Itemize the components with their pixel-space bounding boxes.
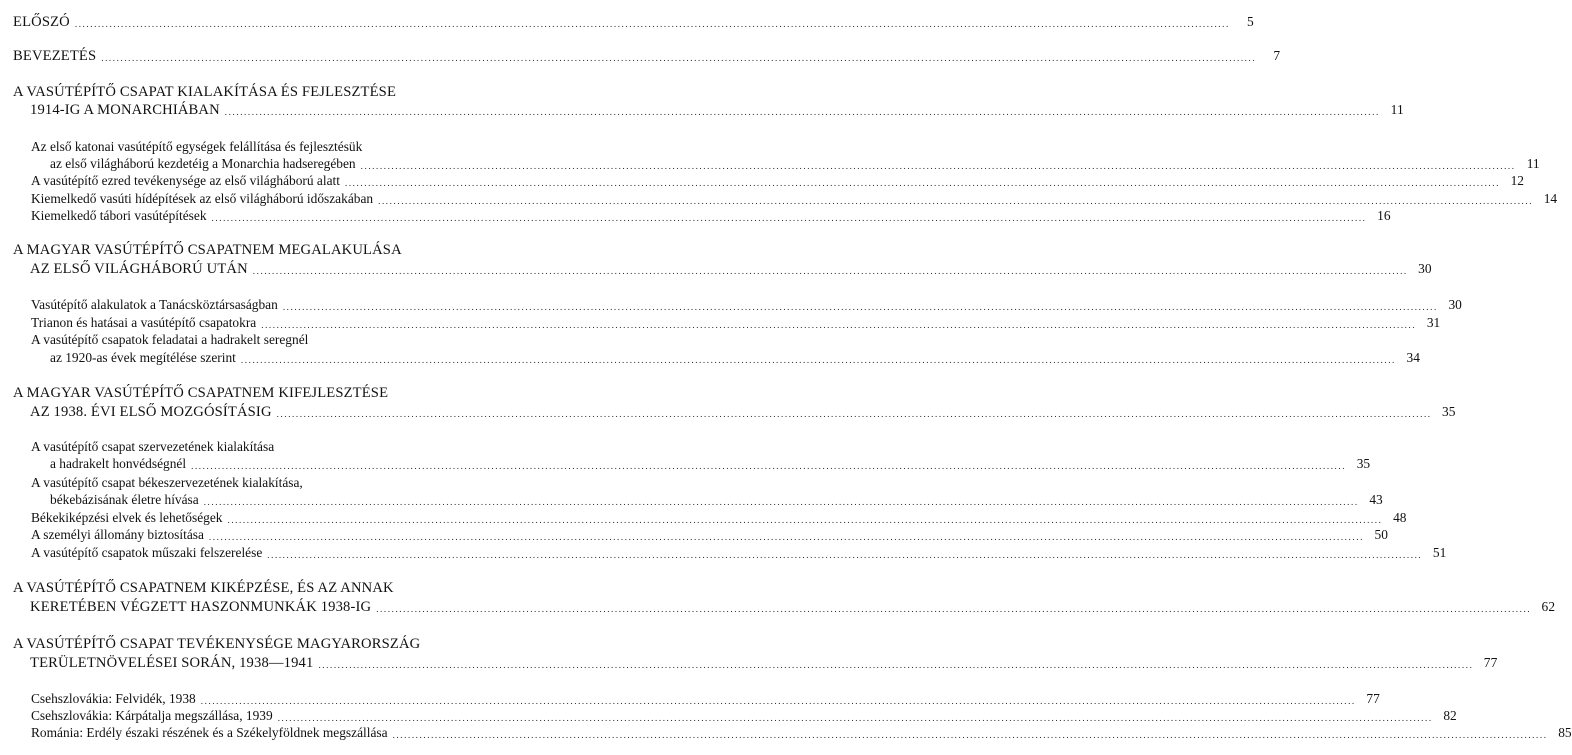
toc-entry-title: AZ ELSŐ VILÁGHÁBORÚ UTÁN xyxy=(30,261,248,277)
toc-dot-leader: ............................................................................................................................................................................................................................................................................................................ xyxy=(392,730,1548,740)
toc-page-number: 34 xyxy=(1406,350,1420,365)
toc-section-line xyxy=(0,454,1371,472)
toc-entry-title: Kiemelkedő vasúti hídépítések az első világháború időszakában xyxy=(31,191,374,206)
toc-chapter-line xyxy=(0,100,1404,118)
toc-dot-leader: ............................................................................................................................................................................................................................................................................................................ xyxy=(208,532,1364,542)
toc-section-line xyxy=(0,206,1391,224)
toc-dot-leader: ............................................................................................................................................................................................................................................................................................................ xyxy=(277,713,1433,723)
toc-page-number: 43 xyxy=(1369,492,1383,507)
toc-chapter-line xyxy=(0,240,526,258)
toc-section-line xyxy=(0,295,1462,313)
toc-page-number: 12 xyxy=(1510,173,1524,188)
toc-dot-leader: ............................................................................................................................................................................................................................................................................................................ xyxy=(200,696,1356,706)
toc-entry-title: 1914-IG A MONARCHIÁBAN xyxy=(30,102,220,118)
toc-section-line xyxy=(0,525,1388,543)
toc-page-number: 11 xyxy=(1526,156,1540,171)
toc-dot-leader: ............................................................................................................................................................................................................................................................................................................ xyxy=(360,161,1516,171)
toc-entry-title: A MAGYAR VASÚTÉPÍTŐ CSAPATNEM MEGALAKULÁSA xyxy=(13,242,402,258)
toc-section-line xyxy=(0,723,1572,741)
toc-page-number: 85 xyxy=(1558,725,1572,740)
toc-section-line xyxy=(0,189,1558,207)
toc-chapter-line xyxy=(0,12,1254,30)
toc-section-line xyxy=(0,437,526,455)
toc-dot-leader: ............................................................................................................................................................................................................................................................................................................ xyxy=(224,107,1380,117)
toc-entry-title: A vasútépítő ezred tevékenysége az első világháború alatt xyxy=(31,173,340,188)
toc-entry-title: Trianon és hatásai a vasútépítő csapatokra xyxy=(31,315,257,330)
toc-entry-title: Kiemelkedő tábori vasútépítések xyxy=(31,208,207,223)
toc-section-line xyxy=(0,473,526,491)
toc-dot-leader: ............................................................................................................................................................................................................................................................................................................ xyxy=(203,497,1359,507)
toc-entry-title: az első világháború kezdetéig a Monarchia hadseregében xyxy=(50,156,356,171)
toc-section-line xyxy=(0,689,1380,707)
toc-dot-leader: ............................................................................................................................................................................................................................................................................................................ xyxy=(240,355,1396,365)
toc-dot-leader: ............................................................................................................................................................................................................................................................................................................ xyxy=(276,409,1432,419)
toc-dot-leader: ............................................................................................................................................................................................................................................................................................................ xyxy=(252,266,1408,276)
toc-entry-title: A vasútépítő csapat békeszervezetének kialakítása, xyxy=(31,475,303,490)
toc-page-number: 16 xyxy=(1377,208,1391,223)
toc-page-number: 50 xyxy=(1374,527,1388,542)
toc-chapter-line xyxy=(0,383,526,401)
toc-page-number: 11 xyxy=(1390,102,1404,117)
toc-chapter-line xyxy=(0,402,1456,420)
toc-section-line xyxy=(0,543,1447,561)
toc-entry-title: A MAGYAR VASÚTÉPÍTŐ CSAPATNEM KIFEJLESZTÉSE xyxy=(13,385,389,401)
toc-page-number: 77 xyxy=(1366,691,1380,706)
toc-entry-title: A személyi állomány biztosítása xyxy=(31,527,204,542)
toc-page-number: 77 xyxy=(1483,655,1498,670)
toc-entry-title: BEVEZETÉS xyxy=(13,48,97,64)
toc-entry-title: Békekiképzési elvek és lehetőségek xyxy=(31,510,223,525)
toc-entry-title: az 1920-as évek megítélése szerint xyxy=(50,350,236,365)
toc-entry-title: A vasútépítő csapatok műszaki felszerelése xyxy=(31,545,263,560)
toc-section-line xyxy=(0,137,526,155)
toc-page-number: 48 xyxy=(1393,510,1407,525)
toc-section-line xyxy=(0,490,1383,508)
toc-entry-title: Az első katonai vasútépítő egységek felállítása és fejlesztésük xyxy=(31,139,363,154)
toc-entry-title: TERÜLETNÖVELÉSEI SORÁN, 1938—1941 xyxy=(30,655,314,671)
toc-page-number: 51 xyxy=(1432,545,1447,560)
toc-chapter-line xyxy=(0,259,1432,277)
toc-page-number: 35 xyxy=(1356,456,1371,471)
toc-page-number: 82 xyxy=(1443,708,1457,723)
toc-entry-title: Románia: Erdély északi részének és a Székelyföldnek megszállása xyxy=(31,725,388,740)
toc-section-line xyxy=(0,154,1540,172)
toc-chapter-line xyxy=(0,46,1281,64)
toc-dot-leader: ............................................................................................................................................................................................................................................................................................................ xyxy=(282,302,1438,312)
toc-dot-leader: ............................................................................................................................................................................................................................................................................................................ xyxy=(344,178,1500,188)
toc-dot-leader: ............................................................................................................................................................................................................................................................................................................ xyxy=(376,604,1532,614)
toc-entry-title: ELŐSZÓ xyxy=(13,14,70,30)
toc-entry-title: Vasútépítő alakulatok a Tanácsköztársaságban xyxy=(31,297,278,312)
toc-chapter-line xyxy=(0,634,526,652)
toc-dot-leader: ............................................................................................................................................................................................................................................................................................................ xyxy=(211,213,1367,223)
toc-page-number: 30 xyxy=(1448,297,1462,312)
toc-dot-leader: ............................................................................................................................................................................................................................................................................................................ xyxy=(191,461,1347,471)
toc-dot-leader: ............................................................................................................................................................................................................................................................................................................ xyxy=(318,660,1474,670)
toc-page-number: 7 xyxy=(1273,48,1281,63)
toc-section-line xyxy=(0,171,1524,189)
toc-entry-title: békebázisának életre hívása xyxy=(50,492,199,507)
toc-chapter-line xyxy=(0,653,1498,671)
toc-chapter-line xyxy=(0,597,1556,615)
toc-entry-title: Csehszlovákia: Felvidék, 1938 xyxy=(31,691,196,706)
toc-page-number: 14 xyxy=(1543,191,1558,206)
toc-section-line xyxy=(0,508,1407,526)
toc-section-line xyxy=(0,706,1457,724)
toc-entry-title: Csehszlovákia: Kárpátalja megszállása, 1939 xyxy=(31,708,273,723)
toc-chapter-line xyxy=(0,578,526,596)
toc-page-number: 35 xyxy=(1441,404,1456,419)
toc-page-number: 5 xyxy=(1246,14,1254,29)
toc-page-number: 30 xyxy=(1418,261,1432,276)
toc-entry-title: A VASÚTÉPÍTŐ CSAPATNEM KIKÉPZÉSE, ÉS AZ ANNAK xyxy=(13,580,394,596)
toc-page-number: 31 xyxy=(1426,315,1441,330)
toc-entry-title: a hadrakelt honvédségnél xyxy=(50,456,187,471)
toc-section-line xyxy=(0,348,1420,366)
toc-entry-title: A VASÚTÉPÍTŐ CSAPAT TEVÉKENYSÉGE MAGYARORSZÁG xyxy=(13,636,421,652)
toc-dot-leader: ............................................................................................................................................................................................................................................................................................................ xyxy=(378,196,1534,206)
toc-dot-leader: ............................................................................................................................................................................................................................................................................................................ xyxy=(227,515,1383,525)
toc-chapter-line xyxy=(0,82,526,100)
toc-section-line xyxy=(0,313,1441,331)
toc-dot-leader: ............................................................................................................................................................................................................................................................................................................ xyxy=(101,53,1257,63)
toc-dot-leader: ............................................................................................................................................................................................................................................................................................................ xyxy=(74,19,1230,29)
toc-page-number: 62 xyxy=(1541,599,1556,614)
toc-dot-leader: ............................................................................................................................................................................................................................................................................................................ xyxy=(267,550,1423,560)
toc-entry-title: AZ 1938. ÉVI ELSŐ MOZGÓSÍTÁSIG xyxy=(30,404,272,420)
toc-entry-title: A VASÚTÉPÍTŐ CSAPAT KIALAKÍTÁSA ÉS FEJLESZTÉSE xyxy=(13,84,397,100)
toc-section-line xyxy=(0,330,526,348)
toc-dot-leader: ............................................................................................................................................................................................................................................................................................................ xyxy=(261,320,1417,330)
toc-entry-title: A vasútépítő csapatok feladatai a hadrakelt seregnél xyxy=(31,332,309,347)
toc-entry-title: KERETÉBEN VÉGZETT HASZONMUNKÁK 1938-IG xyxy=(30,599,372,615)
toc-entry-title: A vasútépítő csapat szervezetének kialakítása xyxy=(31,439,275,454)
